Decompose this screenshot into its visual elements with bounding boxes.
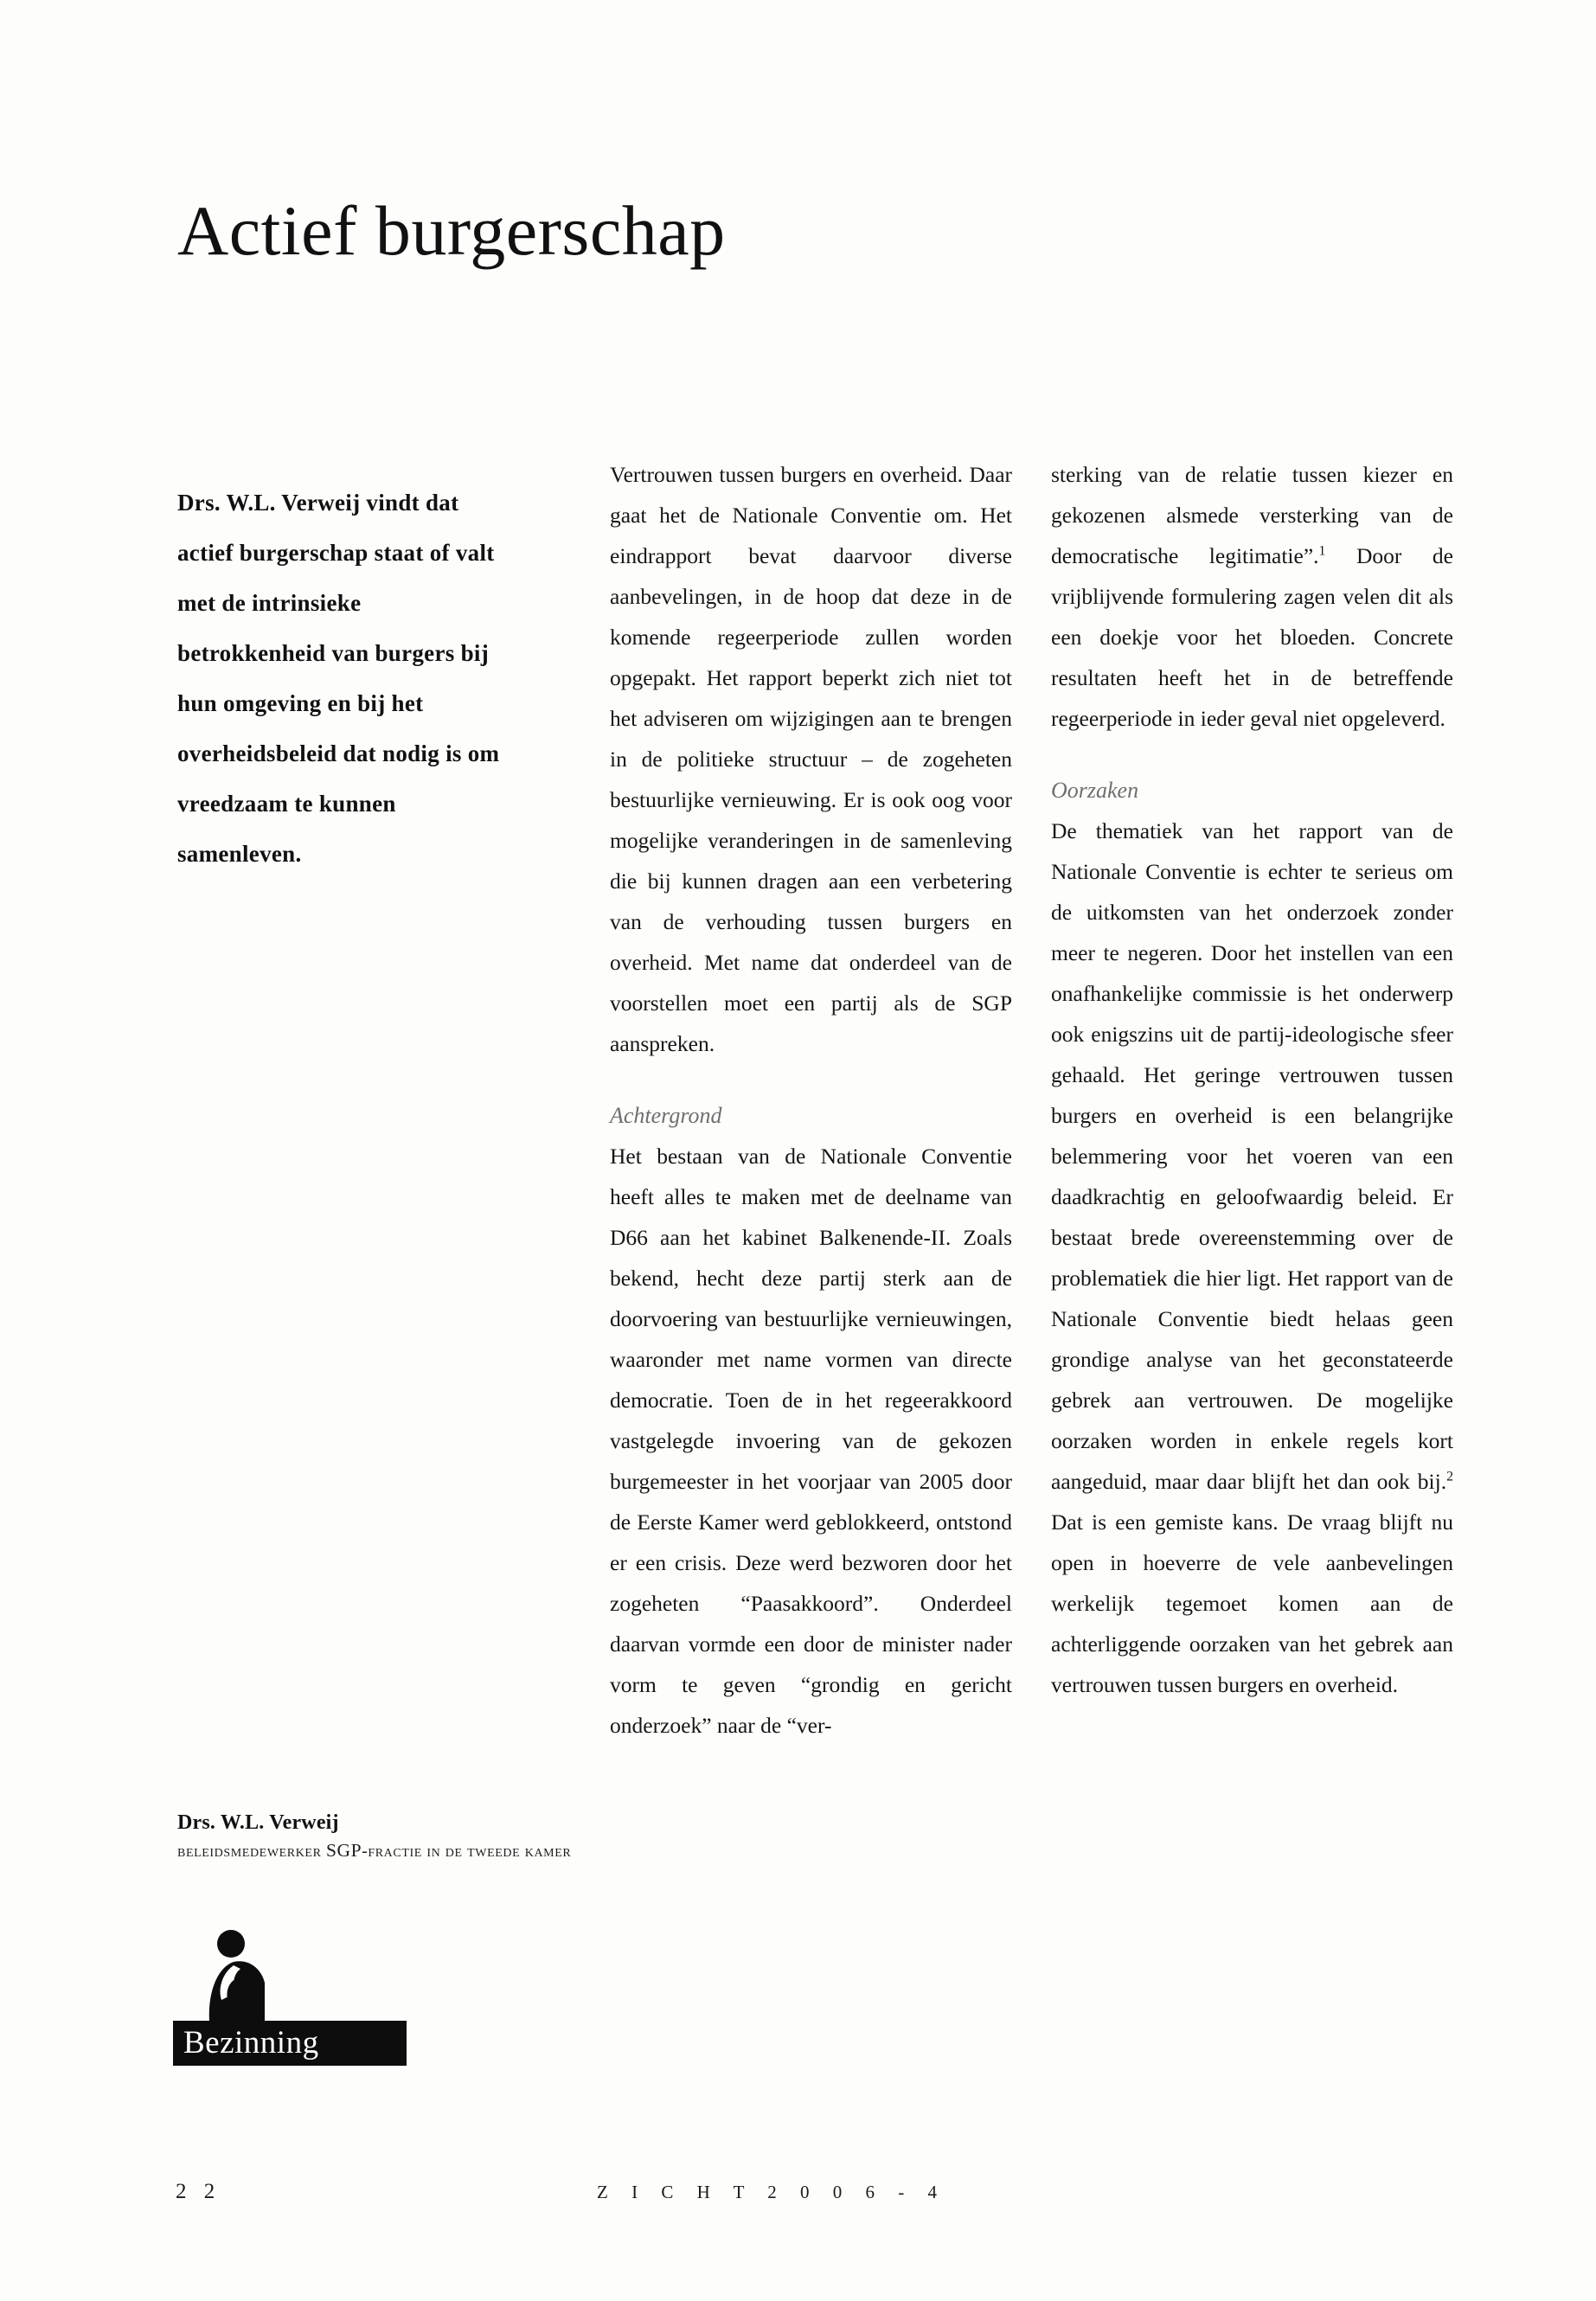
footnote-reference: 2 [1446,1469,1453,1484]
page-number: 2 2 [176,2180,221,2203]
paragraph: Vertrouwen tussen burgers en overheid. Daar gaat het de Nationale Conventie om. Het eindrapport bevat daarvoor diverse aanbevelingen, in de hoop dat deze in de komende regeerperiode zullen worden opgepakt. Het rapport beperkt zich niet tot het adviseren om wijzigingen aan te brengen in de politieke structuur – de zogeheten bestuurlijke vernieuwing. Er is ook oog voor mogelijke veranderingen in de samenleving die bij kunnen dragen aan een verbetering van de verhouding tussen burgers en overheid. Met name dat onderdeel van de voorstellen moet een partij als de SGP aanspreken. [610,462,1012,1056]
author-role-org: SGP [326,1840,362,1861]
author-block [177,1808,575,1865]
paragraph-text: De thematiek van het rapport van de Nationale Conventie is echter te serieus om de uitkomsten van het onderzoek zonder meer te negeren. Door het instellen van een onafhankelijke commissie is het onderwerp ook enigszins uit de partij-ideologische sfeer gehaald. Het geringe vertrouwen tussen burgers en overheid is een belangrijke belemmering voor het voeren van een daadkrachtig en geloofwaardig beleid. Er bestaat brede overeenstemming over de problematiek die hier ligt. Het rapport van de Nationale Conventie biedt helaas geen grondige analyse van het geconstateerde gebrek aan vertrouwen. De mogelijke oorzaken worden in enkele regels kort aangeduid, maar daar blijft het dan ook bij. [1051,818,1453,1494]
thinking-person-icon [192,1929,270,2026]
logo-label: Bezinning [183,2025,319,2061]
column-right [1051,454,1453,1705]
page-title: Actief burgerschap [177,190,726,270]
author-role-prefix: beleidsmedewerker [177,1843,326,1861]
section-subheading: Oorzaken [1051,778,1139,803]
paragraph-text: Dat is een gemiste kans. De vraag blijft nu open in hoeverre de vele aanbevelingen werkelijk tegemoet komen aan de achterliggende oorzaken van het gebrek aan vertrouwen tussen burgers en overheid. [1051,1509,1453,1697]
lead-paragraph: Drs. W.L. Verweij vindt dat actief burgerschap staat of valt met de intrinsieke betrokkenheid van burgers bij hun omgeving en bij het overheidsbeleid dat nodig is om vreedzaam te kunnen samenleven. [177,490,500,867]
footnote-reference: 1 [1318,543,1326,559]
section-subheading: Achtergrond [610,1103,722,1128]
column-middle [610,454,1012,1746]
column-left [177,454,502,902]
paragraph [1051,454,1453,739]
paragraph-text: sterking van de relatie tussen kiezer en gekozenen alsmede versterking van de democratische legitimatie”. [1051,462,1453,568]
author-name: Drs. W.L. Verweij [177,1811,339,1834]
paragraph [1051,811,1453,1705]
bezinning-logo [173,1929,407,2067]
footer-issue: Z I C H T 2 0 0 6 - 4 [597,2182,947,2202]
author-role [177,1837,575,1865]
paragraph-text: Door de vrijblijvende formulering zagen velen dit als een doekje voor het bloeden. Concrete resultaten heeft het in de betreffende regeerperiode in ieder geval niet opgeleverd. [1051,543,1453,731]
paragraph: Het bestaan van de Nationale Conventie heeft alles te maken met de deelname van D66 aan het kabinet Balkenende-II. Zoals bekend, hecht deze partij sterk aan de doorvoering van bestuurlijke vernieuwingen, waaronder met name vormen van directe democratie. Toen de in het regeerakkoord vastgelegde invoering van de gekozen burgemeester in het voorjaar van 2005 door de Eerste Kamer werd geblokkeerd, ontstond er een crisis. Deze werd bezworen door het zogeheten “Paasakkoord”. Onderdeel daarvan vormde een door de minister nader vorm te geven “grondig en gericht onderzoek” naar de “ver- [610,1144,1012,1738]
author-role-suffix: -fractie in de tweede kamer [362,1843,572,1861]
